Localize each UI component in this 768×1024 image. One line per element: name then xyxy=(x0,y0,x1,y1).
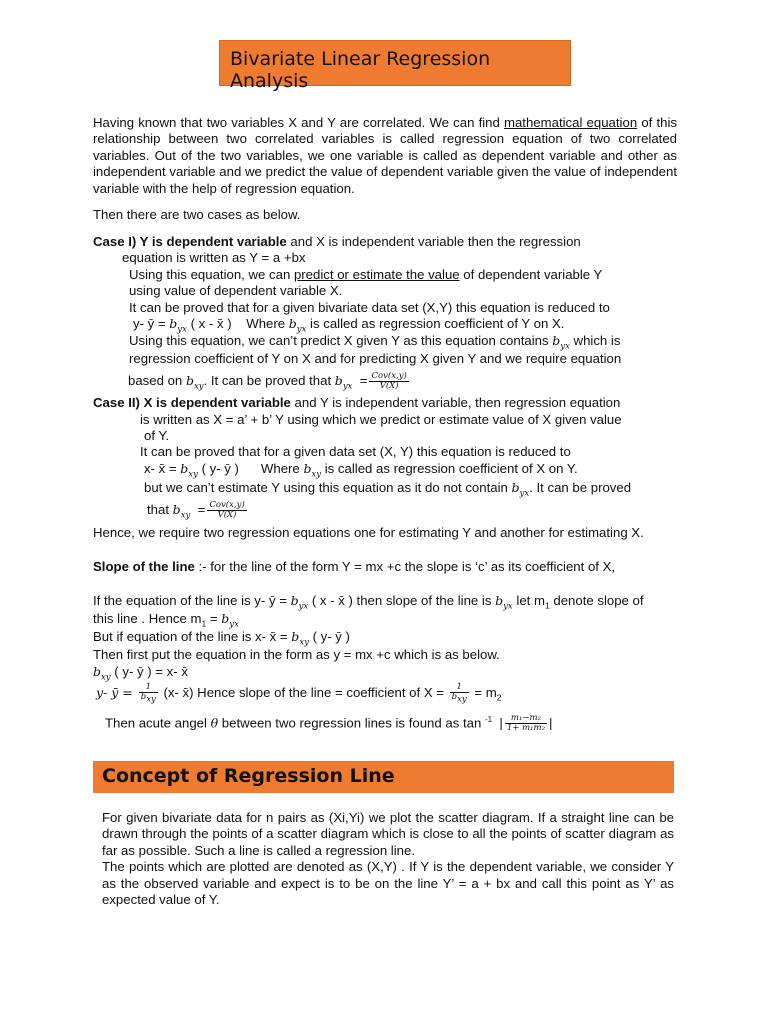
section-title: Concept of Regression Line xyxy=(102,765,395,787)
slope-line2-eq: = xyxy=(206,611,222,626)
fraction-denominator: V(X) xyxy=(217,510,237,521)
superscript: -1 xyxy=(484,715,493,724)
angle-line: Then acute angel θ between two regression lines is found as tan $^{-1}$ | $\frac{\text{m₁−m₂}}{\text{1+ m₁m₂}}$ | xyxy=(105,713,553,734)
case1-eq-lhs: y- ȳ = xyxy=(133,316,170,331)
case1-line3-underlined: predict or estimate the value xyxy=(293,267,460,282)
coef-b: b xyxy=(291,629,300,644)
case1-line8: regression coefficient of Y on X and for predicting X given Y and we require equation xyxy=(129,351,622,366)
slope-line2-text: this line . Hence m xyxy=(93,611,202,626)
coef-sub: xy xyxy=(193,381,204,392)
coef-b: b xyxy=(93,664,102,679)
slope-if-coef2 xyxy=(495,593,513,612)
fraction-numerator: m₁−m₂ xyxy=(505,714,547,724)
case1-fraction xyxy=(369,372,408,391)
case2-line4: It can be proved that for a given data set (X, Y) this equation is reduced to xyxy=(140,444,571,459)
case1-line1-text: and X is independent variable then the regression xyxy=(286,234,581,249)
coef-b: b xyxy=(172,502,181,517)
coef-b: b xyxy=(290,593,299,608)
intro-underlined: mathematical equation xyxy=(503,115,638,130)
case2-line7-coef xyxy=(172,502,191,521)
case2-eq-lhs: x- x̄ = xyxy=(144,461,181,476)
slope-line5-coef xyxy=(93,664,111,683)
coef-sub: yx xyxy=(296,324,307,335)
subscript: 1 xyxy=(544,600,550,611)
slope-fraction2 xyxy=(450,683,469,705)
slope-text: :- for the line of the form Y = mx +c the slope is ‘c’ as its coefficient of X, xyxy=(194,559,616,574)
intro-text: Having known that two variables X and Y are correlated. We can find xyxy=(93,115,504,130)
case1-line9: based on $b_{xy}$. It can be proved that $b_{yx}$ = $\frac{\text{Cov(x,y)}}{V(X)}$ xyxy=(128,371,407,392)
angle-text-rest: between two regression lines is found as tan xyxy=(218,715,485,731)
case2-line2: is written as X = a’ + b’ Y using which we predict or estimate value of X given value xyxy=(140,412,622,427)
slope-line3-rest: ( y- ȳ ) xyxy=(308,629,350,644)
angle-text: Then acute angel xyxy=(105,715,211,731)
case1-line1 xyxy=(93,234,581,250)
case1-line2: equation is written as Y = a +bx xyxy=(122,250,306,265)
case1-line7-rest: which is xyxy=(569,333,621,348)
intro-paragraph xyxy=(93,115,677,197)
coef-b: b xyxy=(169,316,178,331)
case2-heading: Case II) X is dependent variable xyxy=(93,395,291,410)
case2-where-coef xyxy=(303,461,322,480)
case2-line6-text: but we can’t estimate Y using this equation as it do not contain xyxy=(144,480,512,495)
coef-b: b xyxy=(334,373,343,388)
subscript: 1 xyxy=(201,618,207,629)
coef-b: b xyxy=(451,691,458,702)
cases-intro: Then there are two cases as below. xyxy=(93,207,301,222)
slope-line4: Then first put the equation in the form as y = mx +c which is as below. xyxy=(93,647,500,662)
coef-b: b xyxy=(140,691,147,702)
coef-sub: xy xyxy=(188,469,198,480)
coef-sub: yx xyxy=(342,381,353,392)
case1-eq-coef xyxy=(169,316,187,335)
page-title: Bivariate Linear Regression Analysis xyxy=(230,48,491,92)
case2-line1-text: and Y is independent variable, then regression equation xyxy=(290,395,621,410)
case1-where-coef xyxy=(288,316,307,335)
case1-heading: Case I) Y is dependent variable xyxy=(93,234,287,249)
case1-line9-mid: . It can be proved that xyxy=(203,373,335,388)
slope-line3-text: But if equation of the line is x- x̄ = xyxy=(93,629,292,644)
case1-line7-coef xyxy=(552,333,570,352)
title-banner xyxy=(219,40,571,92)
coef-sub: xy xyxy=(146,694,156,705)
case2-line1 xyxy=(93,395,620,411)
coef-sub: yx xyxy=(560,341,570,352)
fraction-numerator: Cov(x,y) xyxy=(371,371,407,382)
fraction-denominator: V(X) xyxy=(379,381,399,392)
case2-fraction xyxy=(207,501,246,520)
coef-b: b xyxy=(303,461,312,476)
case1-line3-text: Using this equation, we can xyxy=(129,267,294,282)
slope-if-mid: ( x - x̄ ) then slope of the line is xyxy=(308,593,496,608)
subscript: 2 xyxy=(496,692,502,703)
slope-if-post2: denote slope of xyxy=(549,593,644,608)
slope-line6-mid: (x- x̄) Hence slope of the line = coefficient of X = xyxy=(159,685,448,700)
coef-b: b xyxy=(495,593,504,608)
slope-line xyxy=(93,559,615,575)
coef-sub: xy xyxy=(180,510,191,521)
coef-b: b xyxy=(185,373,194,388)
fraction-numerator: 1 xyxy=(450,683,469,693)
intro-text-rest: of this relationship between two correlated variables is called regression equation of two correlated variables. Out of the two variables, we one variable is called as dependent variable and other as independent variable and we predict the value of dependent variable given the value of independent variable with the help of regression equation. xyxy=(93,115,677,196)
case1-where: Where xyxy=(246,316,289,331)
case1-line9-coef2 xyxy=(334,373,353,392)
coef-sub: yx xyxy=(177,324,187,335)
case2-where-rest: is called as regression coefficient of X on Y. xyxy=(321,461,578,476)
coef-sub: yx xyxy=(503,601,513,612)
coef-sub: yx xyxy=(229,619,239,630)
theta-symbol: θ xyxy=(210,715,219,731)
case1-line9-text: based on xyxy=(128,373,186,388)
hence-line: Hence, we require two regression equations one for estimating Y and another for estimating X. xyxy=(93,525,644,540)
coef-sub: yx xyxy=(298,601,309,612)
coef-sub: xy xyxy=(311,469,322,480)
case1-eq-rhs: ( x - x̄ ) xyxy=(186,316,232,331)
case1-line3-text-rest: of dependent variable Y xyxy=(459,267,603,282)
case1-line4: using value of dependent variable X. xyxy=(129,283,343,298)
fraction-numerator: Cov(x,y) xyxy=(209,500,245,511)
coef-b: b xyxy=(511,480,520,495)
slope-if-text: If the equation of the line is y- ȳ = xyxy=(93,593,291,608)
fraction-denominator xyxy=(139,693,158,705)
case2-line6-rest: . It can be proved xyxy=(529,480,632,495)
case2-line3: of Y. xyxy=(144,428,170,443)
slope-line6-post: = m xyxy=(470,685,497,700)
case2-eq-coef xyxy=(180,461,198,480)
case1-line9-coef xyxy=(185,373,204,392)
coef-sub: xy xyxy=(299,637,309,648)
section2-text2: The points which are plotted are denoted as (X,Y) . If Y is the dependent variable, we consider Y as the observed variable and expect is to be on the line Y’ = a + bx and call this point as Y’ as expected value of Y. xyxy=(102,859,674,908)
slope-if-post: let m xyxy=(512,593,545,608)
slope-line2-coef xyxy=(221,611,239,630)
angle-fraction xyxy=(505,714,547,733)
case2-eq-rhs: ( y- ȳ ) xyxy=(197,461,239,476)
fraction-denominator: 1+ m₁m₂ xyxy=(506,723,546,734)
slope-fraction xyxy=(139,683,158,705)
coef-sub: xy xyxy=(457,694,467,705)
coef-sub: yx xyxy=(519,488,530,499)
section2-text: For given bivariate data for n pairs as (Xi,Yi) we plot the scatter diagram. If a straight line can be drawn through the points of a scatter diagram which is close to all the points of scatter diagram as far as possible. Such a line is called a regression line. xyxy=(102,810,674,858)
case2-where: Where xyxy=(260,461,304,476)
fraction-denominator xyxy=(450,693,469,705)
coef-b: b xyxy=(552,333,561,348)
case1-line7-text: Using this equation, we can’t predict X given Y as this equation contains xyxy=(129,333,553,348)
slope-label: Slope of the line xyxy=(93,559,195,574)
coef-b: b xyxy=(288,316,297,331)
slope-line6-text: y- ȳ = xyxy=(96,685,137,700)
case1-where-rest: is called as regression coefficient of Y on X. xyxy=(306,316,565,331)
fraction-numerator: 1 xyxy=(139,683,158,693)
coef-sub: xy xyxy=(101,672,111,683)
case1-line5: It can be proved that for a given bivariate data set (X,Y) this equation is reduced to xyxy=(129,300,610,315)
case2-line7-text: that xyxy=(147,502,173,517)
section-banner xyxy=(93,761,674,793)
slope-line3-coef xyxy=(291,629,309,648)
coef-b: b xyxy=(180,461,189,476)
slope-line6 xyxy=(96,682,501,709)
section2-paragraph xyxy=(102,810,674,908)
case2-line7: that $b_{xy}$ = $\frac{\text{Cov(x,y)}}{V(X)}$ xyxy=(147,500,245,521)
slope-if-coef xyxy=(290,593,309,612)
case1-line3 xyxy=(129,267,602,283)
coef-b: b xyxy=(221,611,230,626)
case2-line6-coef xyxy=(511,480,530,499)
slope-line5-rest: ( y- ȳ ) = x- x̄ xyxy=(110,664,188,679)
